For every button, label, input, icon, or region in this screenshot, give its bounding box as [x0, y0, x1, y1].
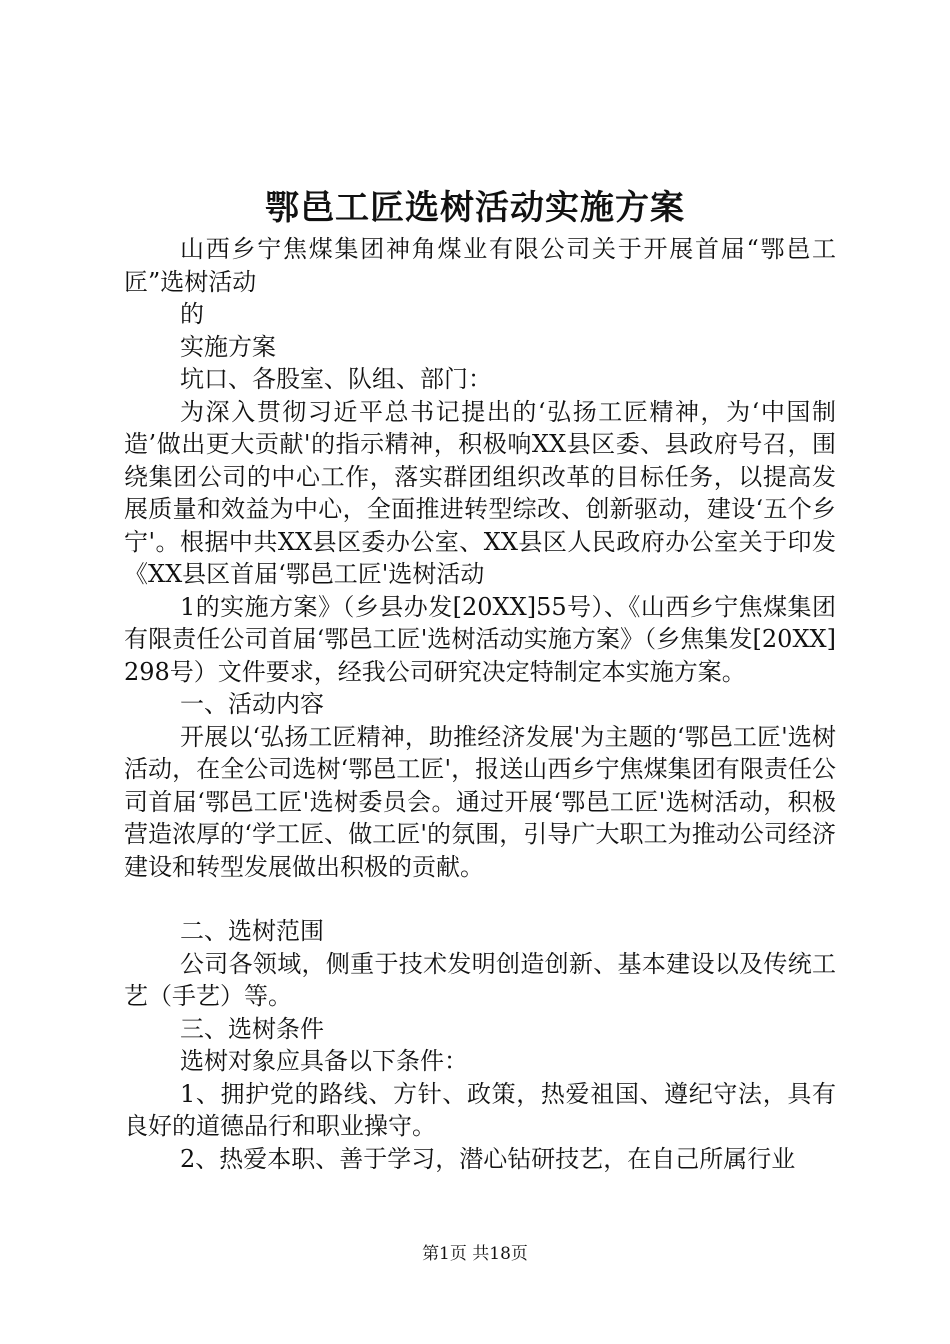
- paragraph-conditions-intro: 选树对象应具备以下条件：: [180, 1047, 468, 1075]
- paragraph-condition-1: 1、拥护党的路线、方针、政策，热爱祖国、遵纪守法，具有良好的道德品行和职业操守。: [124, 1079, 836, 1140]
- paragraph-background: 为深入贯彻习近平总书记提出的‘弘扬工匠精神，为‘中国制造’做出更大贡献'的指示精神，积极响XX县区委、县政府号召，围绕集团公司的中心工作，落实群团组织改革的目标任务，以提高发展质量和效益为中心，全面推进转型综改、创新驱动，建设‘五个乡宁'。根据中共XX县区委办公室、XX县区人民政府办公室关于印发《XX县区首届‘鄂邑工匠'选树活动: [124, 397, 836, 588]
- document-title: 鄂邑工匠选树活动实施方案: [265, 188, 685, 228]
- paragraph-addressee: 坑口、各股室、队组、部门：: [180, 365, 492, 393]
- paragraph-heading-line-3: 实施方案: [180, 332, 276, 361]
- paragraph-activity: 开展以‘弘扬工匠精神，助推经济发展'为主题的‘鄂邑工匠'选树活动，在全公司选树‘鄂邑工匠'，报送山西乡宁焦煤集团有限责任公司首届‘鄂邑工匠'选树委员会。通过开展‘鄂邑工匠'选树活动，积极营造浓厚的‘学工匠、做工匠'的氛围，引导广大职工为推动公司经济建设和转型发展做出积极的贡献。: [124, 722, 836, 881]
- paragraph-reference: 1的实施方案》（乡县办发[20XX]55号）、《山西乡宁焦煤集团有限责任公司首届‘鄂邑工匠'选树活动实施方案》（乡焦集发[20XX]298号）文件要求，经我公司研究决定特制定本实施方案。: [124, 592, 836, 686]
- paragraph-heading-line-1: 山西乡宁焦煤集团神角煤业有限公司关于开展首届“鄂邑工匠”选树活动: [124, 235, 836, 296]
- document-body: [124, 233, 836, 1175]
- section-heading-activity: 一、活动内容: [180, 690, 324, 718]
- section-heading-scope: 二、选树范围: [180, 917, 324, 945]
- paragraph-scope: 公司各领域，侧重于技术发明创造创新、基本建设以及传统工艺（手艺）等。: [124, 949, 836, 1010]
- paragraph-condition-2: 2、热爱本职、善于学习，潜心钻研技艺，在自己所属行业: [180, 1144, 796, 1173]
- page-number: 第1页 共18页: [422, 1244, 528, 1264]
- paragraph-heading-line-2: 的: [180, 300, 204, 328]
- section-heading-conditions: 三、选树条件: [180, 1014, 324, 1043]
